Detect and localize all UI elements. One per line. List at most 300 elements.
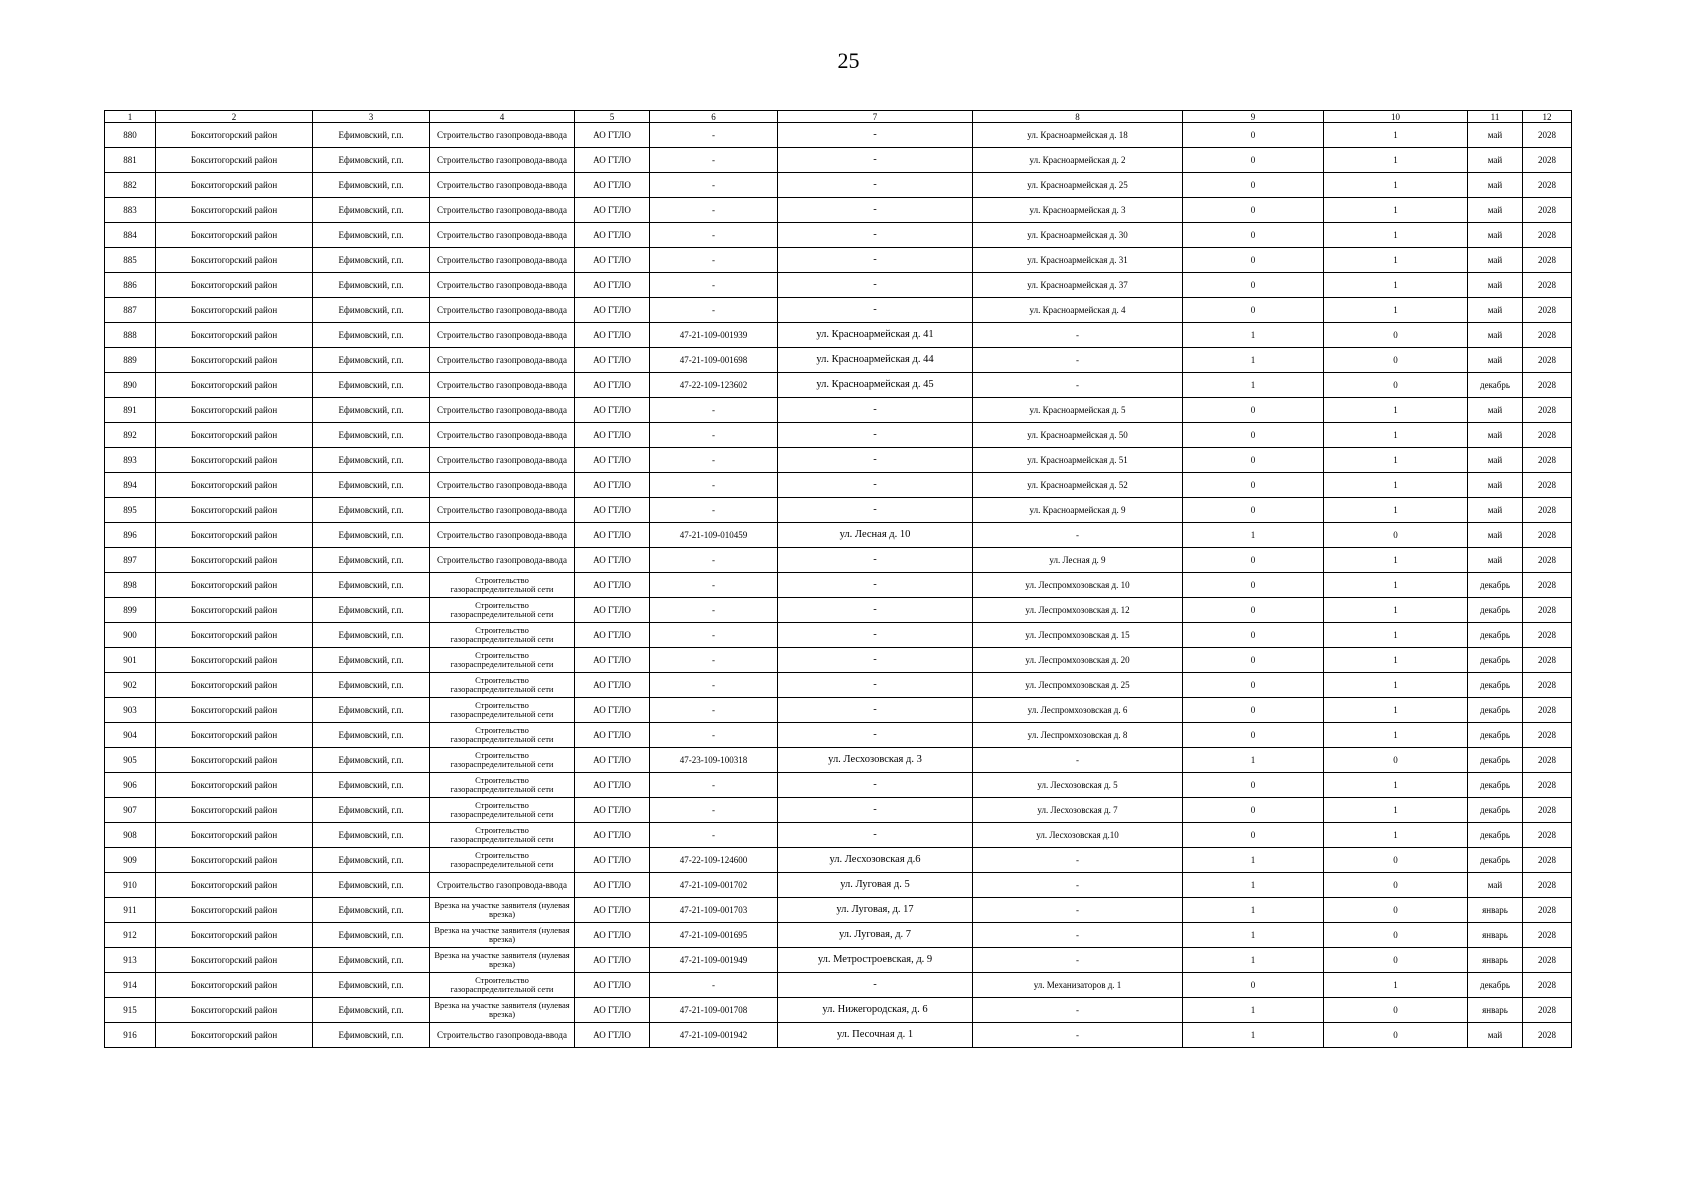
count-a-cell: 0 (1183, 973, 1324, 998)
cadastral-number-cell: - (650, 673, 778, 698)
organization-cell: АО ГТЛО (575, 723, 650, 748)
district-cell: Бокситогорский район (156, 548, 313, 573)
address-cell: - (778, 473, 973, 498)
count-a-cell: 0 (1183, 823, 1324, 848)
count-a-cell: 1 (1183, 848, 1324, 873)
settlement-cell: Ефимовский, г.п. (313, 548, 430, 573)
count-b-cell: 1 (1324, 548, 1468, 573)
work-type-cell: Строительство газораспределительной сети (430, 798, 575, 823)
district-cell: Бокситогорский район (156, 248, 313, 273)
cadastral-number-cell: 47-21-109-001698 (650, 348, 778, 373)
organization-cell: АО ГТЛО (575, 223, 650, 248)
district-cell: Бокситогорский район (156, 198, 313, 223)
organization-cell: АО ГТЛО (575, 448, 650, 473)
organization-cell: АО ГТЛО (575, 173, 650, 198)
cadastral-number-cell: 47-21-109-001708 (650, 998, 778, 1023)
year-cell: 2028 (1523, 748, 1572, 773)
year-cell: 2028 (1523, 1023, 1572, 1048)
work-type-cell: Строительство газопровода-ввода (430, 323, 575, 348)
count-a-cell: 0 (1183, 798, 1324, 823)
work-type-cell: Строительство газораспределительной сети (430, 773, 575, 798)
count-a-cell: 1 (1183, 348, 1324, 373)
year-cell: 2028 (1523, 973, 1572, 998)
organization-cell: АО ГТЛО (575, 848, 650, 873)
year-cell: 2028 (1523, 373, 1572, 398)
address-cell: - (778, 973, 973, 998)
organization-cell: АО ГТЛО (575, 198, 650, 223)
table-row (105, 223, 1572, 248)
month-cell: май (1468, 548, 1523, 573)
count-b-cell: 0 (1324, 848, 1468, 873)
address-cell: - (778, 423, 973, 448)
count-b-cell: 1 (1324, 823, 1468, 848)
address-cell: - (778, 173, 973, 198)
cadastral-number-cell: - (650, 573, 778, 598)
table-row (105, 523, 1572, 548)
year-cell: 2028 (1523, 698, 1572, 723)
row-number-cell: 893 (105, 448, 156, 473)
cadastral-number-cell: - (650, 773, 778, 798)
district-cell: Бокситогорский район (156, 973, 313, 998)
row-number-cell: 886 (105, 273, 156, 298)
count-b-cell: 1 (1324, 123, 1468, 148)
address-cell: - (778, 148, 973, 173)
cadastral-number-cell: - (650, 148, 778, 173)
address-cell: - (778, 673, 973, 698)
address-alt-cell: ул. Красноармейская д. 3 (973, 198, 1183, 223)
organization-cell: АО ГТЛО (575, 523, 650, 548)
count-b-cell: 1 (1324, 573, 1468, 598)
count-a-cell: 0 (1183, 248, 1324, 273)
table-row (105, 298, 1572, 323)
address-alt-cell: ул. Лесная д. 9 (973, 548, 1183, 573)
cadastral-number-cell: - (650, 448, 778, 473)
month-cell: декабрь (1468, 773, 1523, 798)
settlement-cell: Ефимовский, г.п. (313, 673, 430, 698)
address-alt-cell: ул. Красноармейская д. 30 (973, 223, 1183, 248)
count-a-cell: 0 (1183, 398, 1324, 423)
year-cell: 2028 (1523, 323, 1572, 348)
work-type-cell: Строительство газораспределительной сети (430, 748, 575, 773)
row-number-cell: 884 (105, 223, 156, 248)
count-a-cell: 0 (1183, 473, 1324, 498)
month-cell: январь (1468, 923, 1523, 948)
settlement-cell: Ефимовский, г.п. (313, 648, 430, 673)
year-cell: 2028 (1523, 423, 1572, 448)
count-b-cell: 0 (1324, 998, 1468, 1023)
count-a-cell: 0 (1183, 298, 1324, 323)
work-type-cell: Врезка на участке заявителя (нулевая врезка) (430, 998, 575, 1023)
row-number-cell: 896 (105, 523, 156, 548)
address-cell: - (778, 448, 973, 473)
address-cell: - (778, 498, 973, 523)
table-row (105, 573, 1572, 598)
row-number-cell: 916 (105, 1023, 156, 1048)
district-cell: Бокситогорский район (156, 623, 313, 648)
district-cell: Бокситогорский район (156, 498, 313, 523)
settlement-cell: Ефимовский, г.п. (313, 498, 430, 523)
cadastral-number-cell: - (650, 223, 778, 248)
address-alt-cell: ул. Красноармейская д. 50 (973, 423, 1183, 448)
cadastral-number-cell: 47-22-109-123602 (650, 373, 778, 398)
year-cell: 2028 (1523, 223, 1572, 248)
organization-cell: АО ГТЛО (575, 323, 650, 348)
address-cell: ул. Лесхозовская д.6 (778, 848, 973, 873)
district-cell: Бокситогорский район (156, 348, 313, 373)
year-cell: 2028 (1523, 473, 1572, 498)
cadastral-number-cell: 47-21-109-010459 (650, 523, 778, 548)
settlement-cell: Ефимовский, г.п. (313, 273, 430, 298)
table-row (105, 348, 1572, 373)
year-cell: 2028 (1523, 273, 1572, 298)
settlement-cell: Ефимовский, г.п. (313, 748, 430, 773)
month-cell: май (1468, 298, 1523, 323)
settlement-cell: Ефимовский, г.п. (313, 323, 430, 348)
work-type-cell: Строительство газораспределительной сети (430, 973, 575, 998)
settlement-cell: Ефимовский, г.п. (313, 198, 430, 223)
count-b-cell: 0 (1324, 348, 1468, 373)
row-number-cell: 882 (105, 173, 156, 198)
address-alt-cell: - (973, 873, 1183, 898)
month-cell: май (1468, 173, 1523, 198)
row-number-cell: 901 (105, 648, 156, 673)
cadastral-number-cell: 47-21-109-001702 (650, 873, 778, 898)
work-type-cell: Строительство газораспределительной сети (430, 848, 575, 873)
district-cell: Бокситогорский район (156, 848, 313, 873)
table-row (105, 498, 1572, 523)
column-number-header: 10 (1324, 111, 1468, 123)
count-a-cell: 0 (1183, 498, 1324, 523)
settlement-cell: Ефимовский, г.п. (313, 923, 430, 948)
address-alt-cell: ул. Красноармейская д. 37 (973, 273, 1183, 298)
settlement-cell: Ефимовский, г.п. (313, 698, 430, 723)
month-cell: май (1468, 198, 1523, 223)
cadastral-number-cell: 47-22-109-124600 (650, 848, 778, 873)
address-alt-cell: ул. Красноармейская д. 52 (973, 473, 1183, 498)
district-cell: Бокситогорский район (156, 123, 313, 148)
month-cell: май (1468, 1023, 1523, 1048)
work-type-cell: Строительство газораспределительной сети (430, 573, 575, 598)
table-row (105, 623, 1572, 648)
row-number-cell: 907 (105, 798, 156, 823)
address-alt-cell: ул. Красноармейская д. 9 (973, 498, 1183, 523)
table-body (105, 123, 1572, 1048)
table-row (105, 673, 1572, 698)
cadastral-number-cell: - (650, 248, 778, 273)
row-number-cell: 891 (105, 398, 156, 423)
organization-cell: АО ГТЛО (575, 548, 650, 573)
work-type-cell: Строительство газопровода-ввода (430, 373, 575, 398)
work-type-cell: Врезка на участке заявителя (нулевая врезка) (430, 898, 575, 923)
settlement-cell: Ефимовский, г.п. (313, 448, 430, 473)
count-b-cell: 1 (1324, 623, 1468, 648)
address-alt-cell: - (973, 373, 1183, 398)
table-row (105, 923, 1572, 948)
year-cell: 2028 (1523, 998, 1572, 1023)
organization-cell: АО ГТЛО (575, 148, 650, 173)
cadastral-number-cell: - (650, 273, 778, 298)
row-number-cell: 880 (105, 123, 156, 148)
count-b-cell: 0 (1324, 523, 1468, 548)
work-type-cell: Строительство газопровода-ввода (430, 873, 575, 898)
column-number-header: 6 (650, 111, 778, 123)
district-cell: Бокситогорский район (156, 323, 313, 348)
year-cell: 2028 (1523, 848, 1572, 873)
organization-cell: АО ГТЛО (575, 748, 650, 773)
address-cell: - (778, 623, 973, 648)
month-cell: май (1468, 423, 1523, 448)
table-row (105, 948, 1572, 973)
row-number-cell: 905 (105, 748, 156, 773)
settlement-cell: Ефимовский, г.п. (313, 898, 430, 923)
table-row (105, 123, 1572, 148)
count-a-cell: 0 (1183, 223, 1324, 248)
count-b-cell: 0 (1324, 748, 1468, 773)
organization-cell: АО ГТЛО (575, 823, 650, 848)
address-cell: - (778, 198, 973, 223)
month-cell: май (1468, 398, 1523, 423)
year-cell: 2028 (1523, 648, 1572, 673)
count-b-cell: 1 (1324, 423, 1468, 448)
year-cell: 2028 (1523, 523, 1572, 548)
count-a-cell: 1 (1183, 748, 1324, 773)
address-alt-cell: ул. Леспромхозовская д. 20 (973, 648, 1183, 673)
address-cell: - (778, 573, 973, 598)
work-type-cell: Строительство газораспределительной сети (430, 648, 575, 673)
count-a-cell: 0 (1183, 423, 1324, 448)
address-alt-cell: - (973, 848, 1183, 873)
address-cell: ул. Песочная д. 1 (778, 1023, 973, 1048)
settlement-cell: Ефимовский, г.п. (313, 123, 430, 148)
count-a-cell: 0 (1183, 698, 1324, 723)
organization-cell: АО ГТЛО (575, 773, 650, 798)
settlement-cell: Ефимовский, г.п. (313, 248, 430, 273)
table-row (105, 173, 1572, 198)
count-a-cell: 0 (1183, 123, 1324, 148)
count-b-cell: 1 (1324, 598, 1468, 623)
year-cell: 2028 (1523, 173, 1572, 198)
work-type-cell: Строительство газопровода-ввода (430, 298, 575, 323)
count-b-cell: 1 (1324, 673, 1468, 698)
address-alt-cell: ул. Леспромхозовская д. 25 (973, 673, 1183, 698)
district-cell: Бокситогорский район (156, 873, 313, 898)
table-row (105, 373, 1572, 398)
address-alt-cell: - (973, 523, 1183, 548)
row-number-cell: 909 (105, 848, 156, 873)
settlement-cell: Ефимовский, г.п. (313, 423, 430, 448)
settlement-cell: Ефимовский, г.п. (313, 473, 430, 498)
address-cell: ул. Красноармейская д. 45 (778, 373, 973, 398)
address-alt-cell: - (973, 948, 1183, 973)
work-type-cell: Строительство газораспределительной сети (430, 673, 575, 698)
column-number-header: 2 (156, 111, 313, 123)
row-number-cell: 904 (105, 723, 156, 748)
row-number-cell: 913 (105, 948, 156, 973)
month-cell: декабрь (1468, 648, 1523, 673)
address-cell: ул. Луговая, д. 17 (778, 898, 973, 923)
month-cell: май (1468, 348, 1523, 373)
organization-cell: АО ГТЛО (575, 648, 650, 673)
work-type-cell: Врезка на участке заявителя (нулевая врезка) (430, 923, 575, 948)
count-b-cell: 0 (1324, 373, 1468, 398)
cadastral-number-cell: 47-21-109-001695 (650, 923, 778, 948)
organization-cell: АО ГТЛО (575, 1023, 650, 1048)
month-cell: декабрь (1468, 973, 1523, 998)
month-cell: декабрь (1468, 748, 1523, 773)
address-cell: - (778, 773, 973, 798)
month-cell: май (1468, 248, 1523, 273)
count-a-cell: 0 (1183, 773, 1324, 798)
organization-cell: АО ГТЛО (575, 123, 650, 148)
district-cell: Бокситогорский район (156, 648, 313, 673)
month-cell: январь (1468, 948, 1523, 973)
count-a-cell: 1 (1183, 998, 1324, 1023)
district-cell: Бокситогорский район (156, 473, 313, 498)
table-row (105, 148, 1572, 173)
count-b-cell: 0 (1324, 1023, 1468, 1048)
month-cell: май (1468, 323, 1523, 348)
address-alt-cell: - (973, 348, 1183, 373)
year-cell: 2028 (1523, 923, 1572, 948)
district-cell: Бокситогорский район (156, 373, 313, 398)
work-type-cell: Строительство газопровода-ввода (430, 223, 575, 248)
column-number-header: 8 (973, 111, 1183, 123)
count-b-cell: 1 (1324, 273, 1468, 298)
count-b-cell: 1 (1324, 498, 1468, 523)
cadastral-number-cell: - (650, 298, 778, 323)
year-cell: 2028 (1523, 798, 1572, 823)
cadastral-number-cell: 47-21-109-001703 (650, 898, 778, 923)
settlement-cell: Ефимовский, г.п. (313, 598, 430, 623)
address-alt-cell: - (973, 998, 1183, 1023)
row-number-cell: 898 (105, 573, 156, 598)
count-a-cell: 1 (1183, 523, 1324, 548)
cadastral-number-cell: - (650, 473, 778, 498)
month-cell: декабрь (1468, 598, 1523, 623)
settlement-cell: Ефимовский, г.п. (313, 148, 430, 173)
settlement-cell: Ефимовский, г.п. (313, 798, 430, 823)
row-number-cell: 897 (105, 548, 156, 573)
count-b-cell: 1 (1324, 223, 1468, 248)
row-number-cell: 902 (105, 673, 156, 698)
settlement-cell: Ефимовский, г.п. (313, 623, 430, 648)
row-number-cell: 894 (105, 473, 156, 498)
organization-cell: АО ГТЛО (575, 998, 650, 1023)
cadastral-number-cell: - (650, 198, 778, 223)
work-type-cell: Строительство газопровода-ввода (430, 498, 575, 523)
district-cell: Бокситогорский район (156, 723, 313, 748)
table-row (105, 448, 1572, 473)
count-b-cell: 1 (1324, 248, 1468, 273)
address-cell: - (778, 248, 973, 273)
address-cell: ул. Лесхозовская д. 3 (778, 748, 973, 773)
cadastral-number-cell: 47-23-109-100318 (650, 748, 778, 773)
address-alt-cell: ул. Красноармейская д. 18 (973, 123, 1183, 148)
count-a-cell: 0 (1183, 648, 1324, 673)
month-cell: январь (1468, 898, 1523, 923)
year-cell: 2028 (1523, 948, 1572, 973)
cadastral-number-cell: - (650, 648, 778, 673)
work-type-cell: Строительство газопровода-ввода (430, 173, 575, 198)
count-a-cell: 0 (1183, 673, 1324, 698)
work-type-cell: Строительство газопровода-ввода (430, 423, 575, 448)
month-cell: декабрь (1468, 723, 1523, 748)
year-cell: 2028 (1523, 448, 1572, 473)
table-row (105, 973, 1572, 998)
month-cell: январь (1468, 998, 1523, 1023)
year-cell: 2028 (1523, 573, 1572, 598)
row-number-cell: 910 (105, 873, 156, 898)
address-cell: - (778, 723, 973, 748)
year-cell: 2028 (1523, 548, 1572, 573)
organization-cell: АО ГТЛО (575, 348, 650, 373)
count-a-cell: 0 (1183, 448, 1324, 473)
table-row (105, 473, 1572, 498)
address-alt-cell: ул. Леспромхозовская д. 12 (973, 598, 1183, 623)
organization-cell: АО ГТЛО (575, 623, 650, 648)
row-number-cell: 895 (105, 498, 156, 523)
work-type-cell: Строительство газопровода-ввода (430, 523, 575, 548)
organization-cell: АО ГТЛО (575, 573, 650, 598)
cadastral-number-cell: - (650, 598, 778, 623)
address-alt-cell: ул. Красноармейская д. 31 (973, 248, 1183, 273)
count-b-cell: 1 (1324, 173, 1468, 198)
count-a-cell: 0 (1183, 573, 1324, 598)
count-b-cell: 0 (1324, 323, 1468, 348)
address-alt-cell: ул. Механизаторов д. 1 (973, 973, 1183, 998)
district-cell: Бокситогорский район (156, 1023, 313, 1048)
table-row (105, 823, 1572, 848)
month-cell: декабрь (1468, 573, 1523, 598)
district-cell: Бокситогорский район (156, 948, 313, 973)
district-cell: Бокситогорский район (156, 998, 313, 1023)
count-b-cell: 1 (1324, 198, 1468, 223)
work-type-cell: Строительство газораспределительной сети (430, 823, 575, 848)
count-a-cell: 0 (1183, 148, 1324, 173)
row-number-cell: 889 (105, 348, 156, 373)
address-alt-cell: - (973, 898, 1183, 923)
cadastral-number-cell: - (650, 623, 778, 648)
settlement-cell: Ефимовский, г.п. (313, 398, 430, 423)
district-cell: Бокситогорский район (156, 748, 313, 773)
count-b-cell: 0 (1324, 923, 1468, 948)
count-b-cell: 1 (1324, 798, 1468, 823)
address-cell: - (778, 798, 973, 823)
year-cell: 2028 (1523, 873, 1572, 898)
year-cell: 2028 (1523, 673, 1572, 698)
table-row (105, 323, 1572, 348)
district-cell: Бокситогорский район (156, 798, 313, 823)
count-a-cell: 0 (1183, 623, 1324, 648)
settlement-cell: Ефимовский, г.п. (313, 348, 430, 373)
row-number-cell: 883 (105, 198, 156, 223)
settlement-cell: Ефимовский, г.п. (313, 173, 430, 198)
address-alt-cell: ул. Леспромхозовская д. 10 (973, 573, 1183, 598)
table-row (105, 548, 1572, 573)
table-row (105, 848, 1572, 873)
district-cell: Бокситогорский район (156, 148, 313, 173)
organization-cell: АО ГТЛО (575, 373, 650, 398)
address-cell: - (778, 648, 973, 673)
count-b-cell: 0 (1324, 873, 1468, 898)
address-alt-cell: ул. Красноармейская д. 4 (973, 298, 1183, 323)
month-cell: май (1468, 273, 1523, 298)
settlement-cell: Ефимовский, г.п. (313, 1023, 430, 1048)
address-alt-cell: - (973, 923, 1183, 948)
row-number-cell: 885 (105, 248, 156, 273)
year-cell: 2028 (1523, 348, 1572, 373)
table-row (105, 898, 1572, 923)
